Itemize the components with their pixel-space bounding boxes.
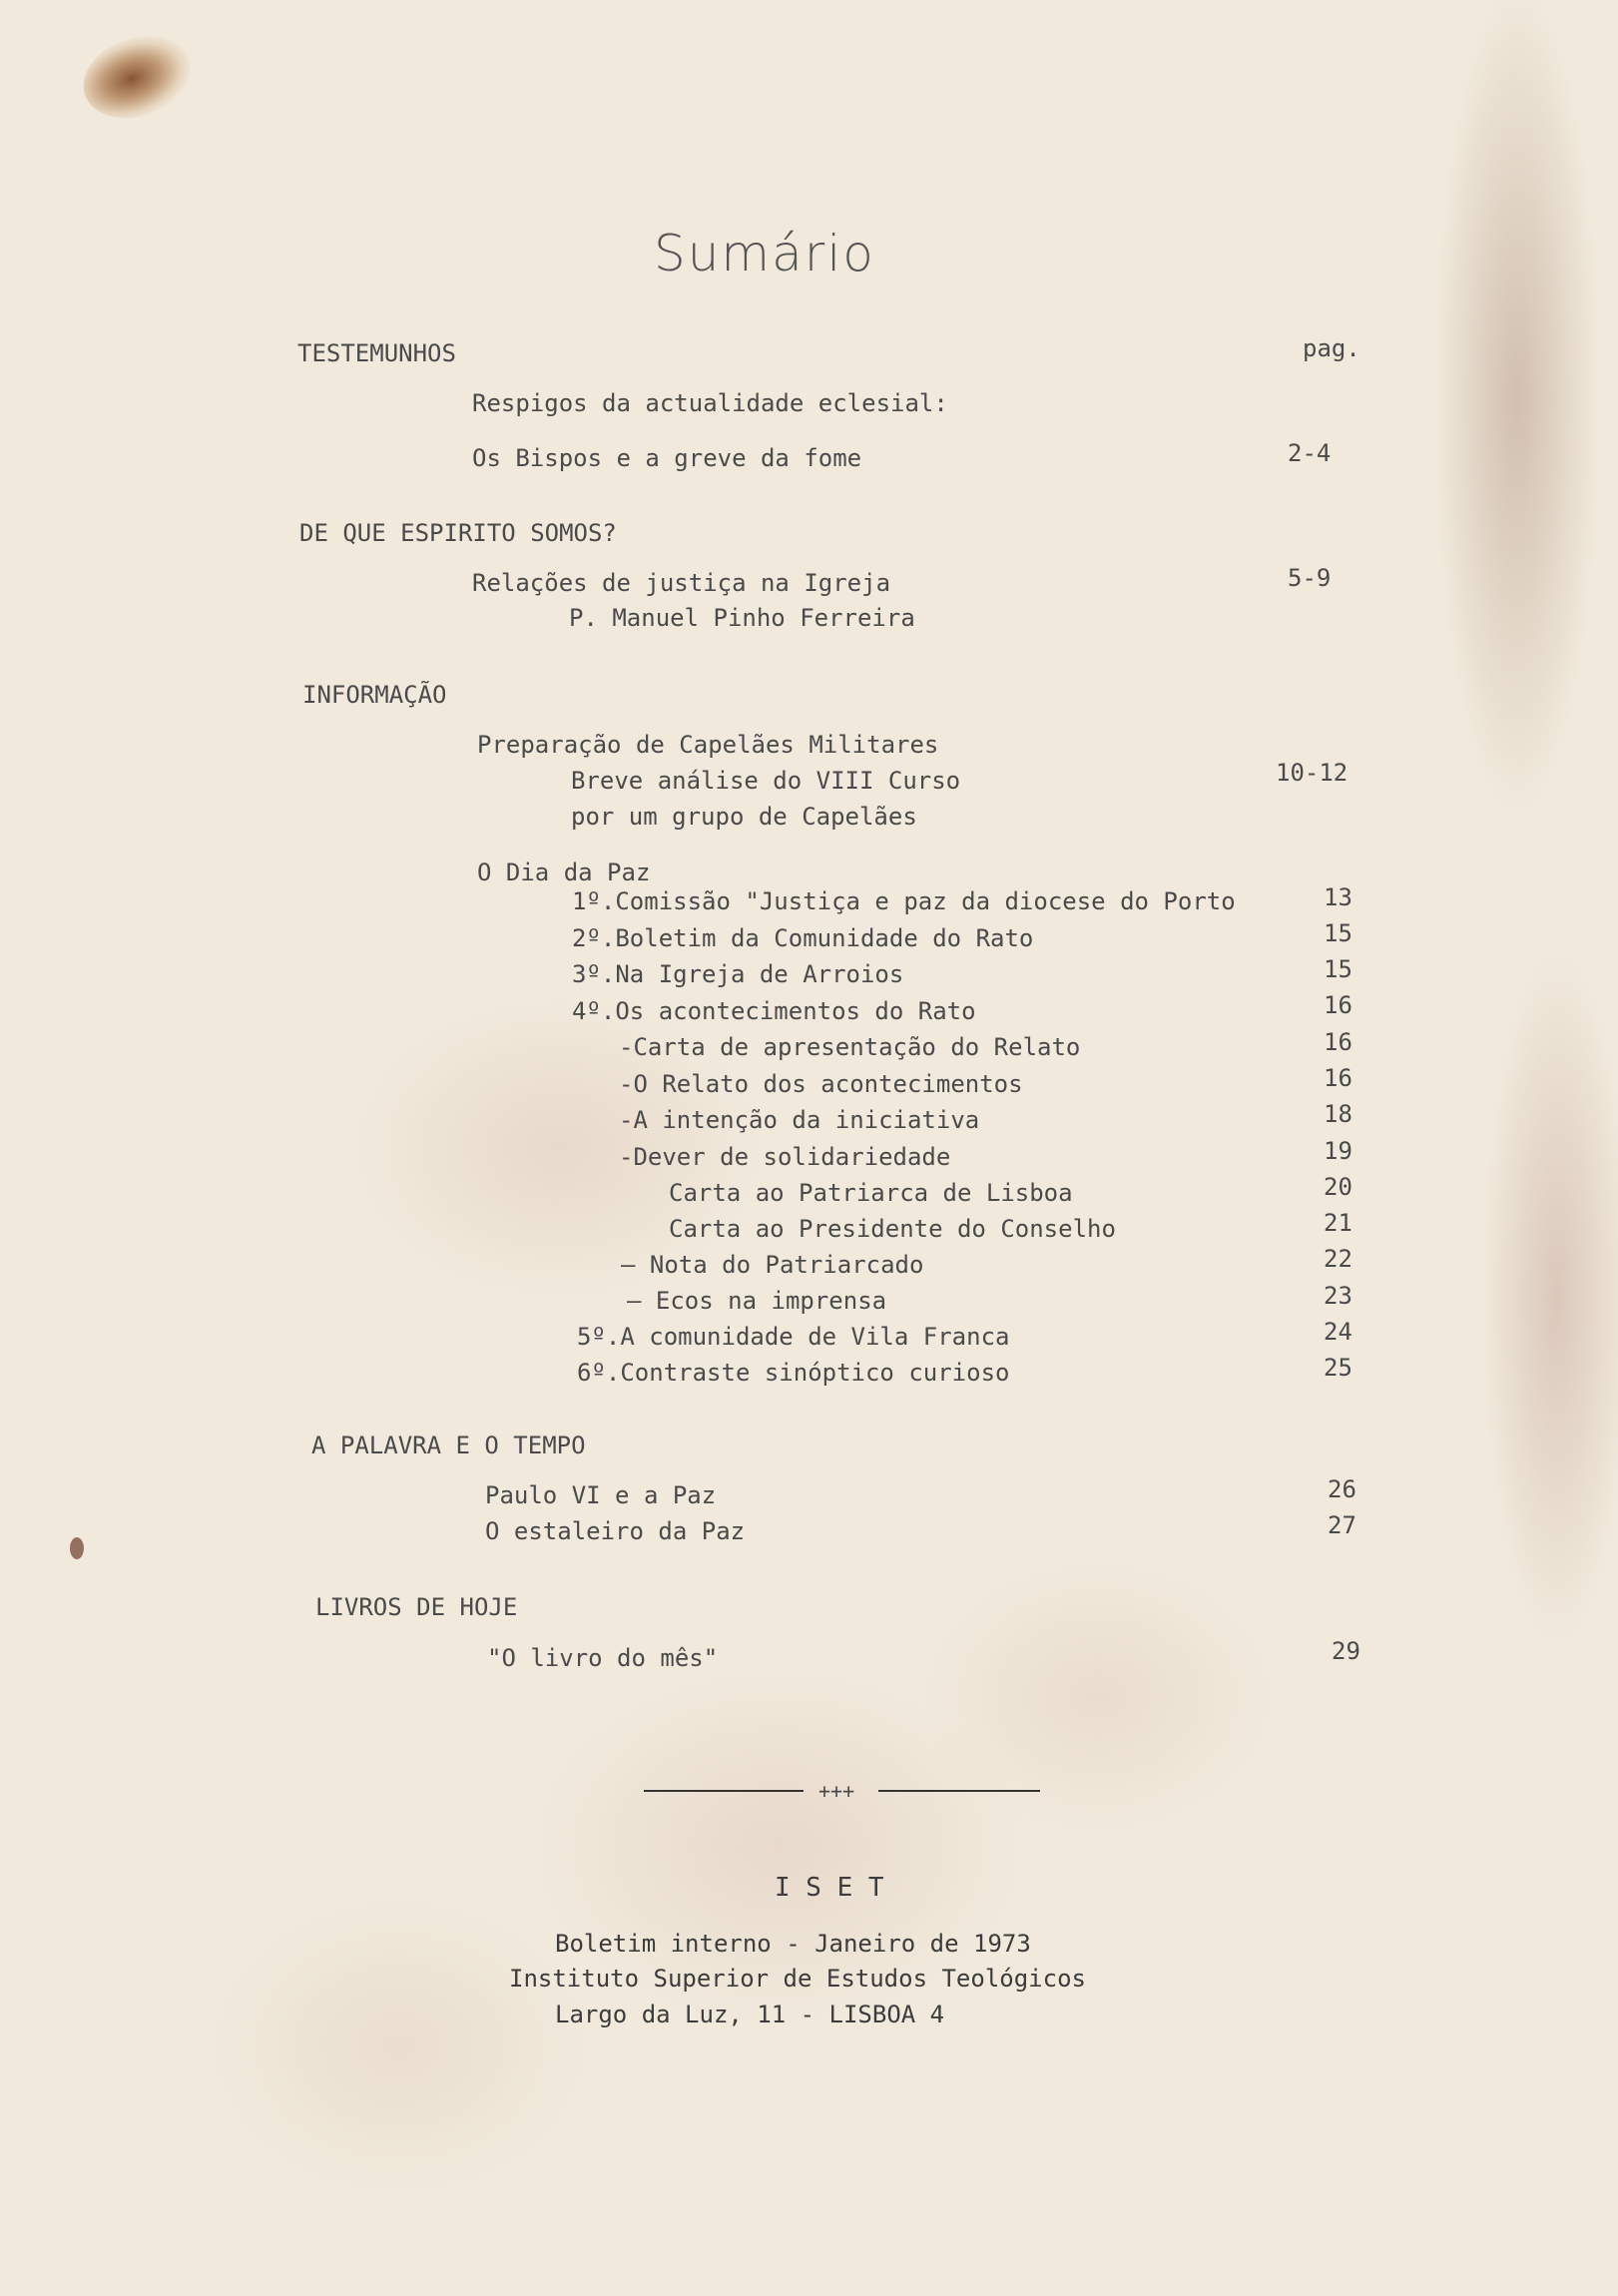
toc-entry: 4º.Os acontecimentos do Rato [572,997,976,1025]
toc-subentry: -O Relato dos acontecimentos [619,1070,1023,1098]
toc-entry: Paulo VI e a Paz [485,1481,717,1509]
toc-subentry: -Dever de solidariedade [619,1143,951,1171]
toc-page-number: 26 [1328,1475,1356,1503]
toc-entry: Relações de justiça na Igreja [472,569,891,597]
toc-entry: "O livro do mês" [487,1644,719,1672]
toc-subentry: -A intenção da iniciativa [619,1106,980,1134]
toc-subentry: Breve análise do VIII Curso [571,767,961,795]
toc-subentry: – Nota do Patriarcado [621,1251,924,1279]
toc-subentry: -Carta de apresentação do Relato [619,1033,1081,1061]
section-heading-testemunhos: TESTEMUNHOS [297,339,456,367]
toc-entry: O Dia da Paz [477,859,651,886]
toc-entry: 3º.Na Igreja de Arroios [572,960,904,988]
toc-page-number: 16 [1324,1064,1352,1092]
toc-page-number: 29 [1332,1637,1360,1665]
toc-page-number: 16 [1324,991,1352,1019]
toc-entry: Preparação de Capelães Militares [477,731,939,759]
toc-page-number: 5-9 [1288,564,1332,592]
rust-stain [72,22,202,133]
toc-author: P. Manuel Pinho Ferreira [569,604,915,632]
toc-page-number: 13 [1324,883,1352,911]
section-heading-espirito: DE QUE ESPIRITO SOMOS? [299,519,617,547]
footer-line-2: Instituto Superior de Estudos Teológicos [509,1965,1086,1993]
toc-entry: 6º.Contraste sinóptico curioso [577,1359,1010,1387]
toc-page-number: 18 [1324,1100,1352,1128]
toc-page-number: 10-12 [1276,759,1348,787]
toc-subentry: Carta ao Presidente do Conselho [669,1215,1116,1243]
toc-page-number: 25 [1324,1354,1352,1382]
page-title: Sumário [654,225,875,283]
toc-page-number: 2-4 [1288,439,1332,467]
toc-page-number: 16 [1324,1028,1352,1056]
toc-subentry: – Ecos na imprensa [627,1287,887,1315]
toc-subentry: Carta ao Patriarca de Lisboa [669,1179,1073,1207]
toc-subentry: por um grupo de Capelães [571,803,917,831]
toc-page-number: 15 [1324,955,1352,983]
ink-blot [70,1537,84,1559]
separator-line-right [878,1790,1040,1792]
toc-page-number: 15 [1324,919,1352,947]
toc-page-number: 20 [1324,1173,1352,1201]
toc-page-number: 23 [1324,1282,1352,1310]
separator-mark: +++ [818,1779,855,1803]
toc-page-number: 19 [1324,1137,1352,1165]
toc-entry: 1º.Comissão "Justiça e paz da diocese do Porto [572,887,1236,915]
toc-entry: 2º.Boletim da Comunidade do Rato [572,924,1034,952]
toc-page-number: 21 [1324,1209,1352,1237]
toc-entry: O estaleiro da Paz [485,1517,746,1545]
toc-page-number: 22 [1324,1245,1352,1273]
footer-org: I S E T [775,1873,884,1903]
section-heading-livros: LIVROS DE HOJE [315,1593,518,1621]
section-heading-palavra: A PALAVRA E O TEMPO [311,1432,586,1459]
toc-entry: 5º.A comunidade de Vila Franca [577,1323,1010,1351]
footer-line-1: Boletim interno - Janeiro de 1973 [555,1930,1031,1958]
toc-intro: Respigos da actualidade eclesial: [472,389,948,417]
toc-entry: Os Bispos e a greve da fome [472,444,862,472]
toc-page-number: 27 [1328,1511,1356,1539]
page-column-label: pag. [1303,334,1360,362]
toc-page-number: 24 [1324,1318,1352,1346]
separator-line-left [644,1790,804,1792]
section-heading-informacao: INFORMAÇÃO [302,681,447,709]
footer-line-3: Largo da Luz, 11 - LISBOA 4 [555,2001,945,2028]
